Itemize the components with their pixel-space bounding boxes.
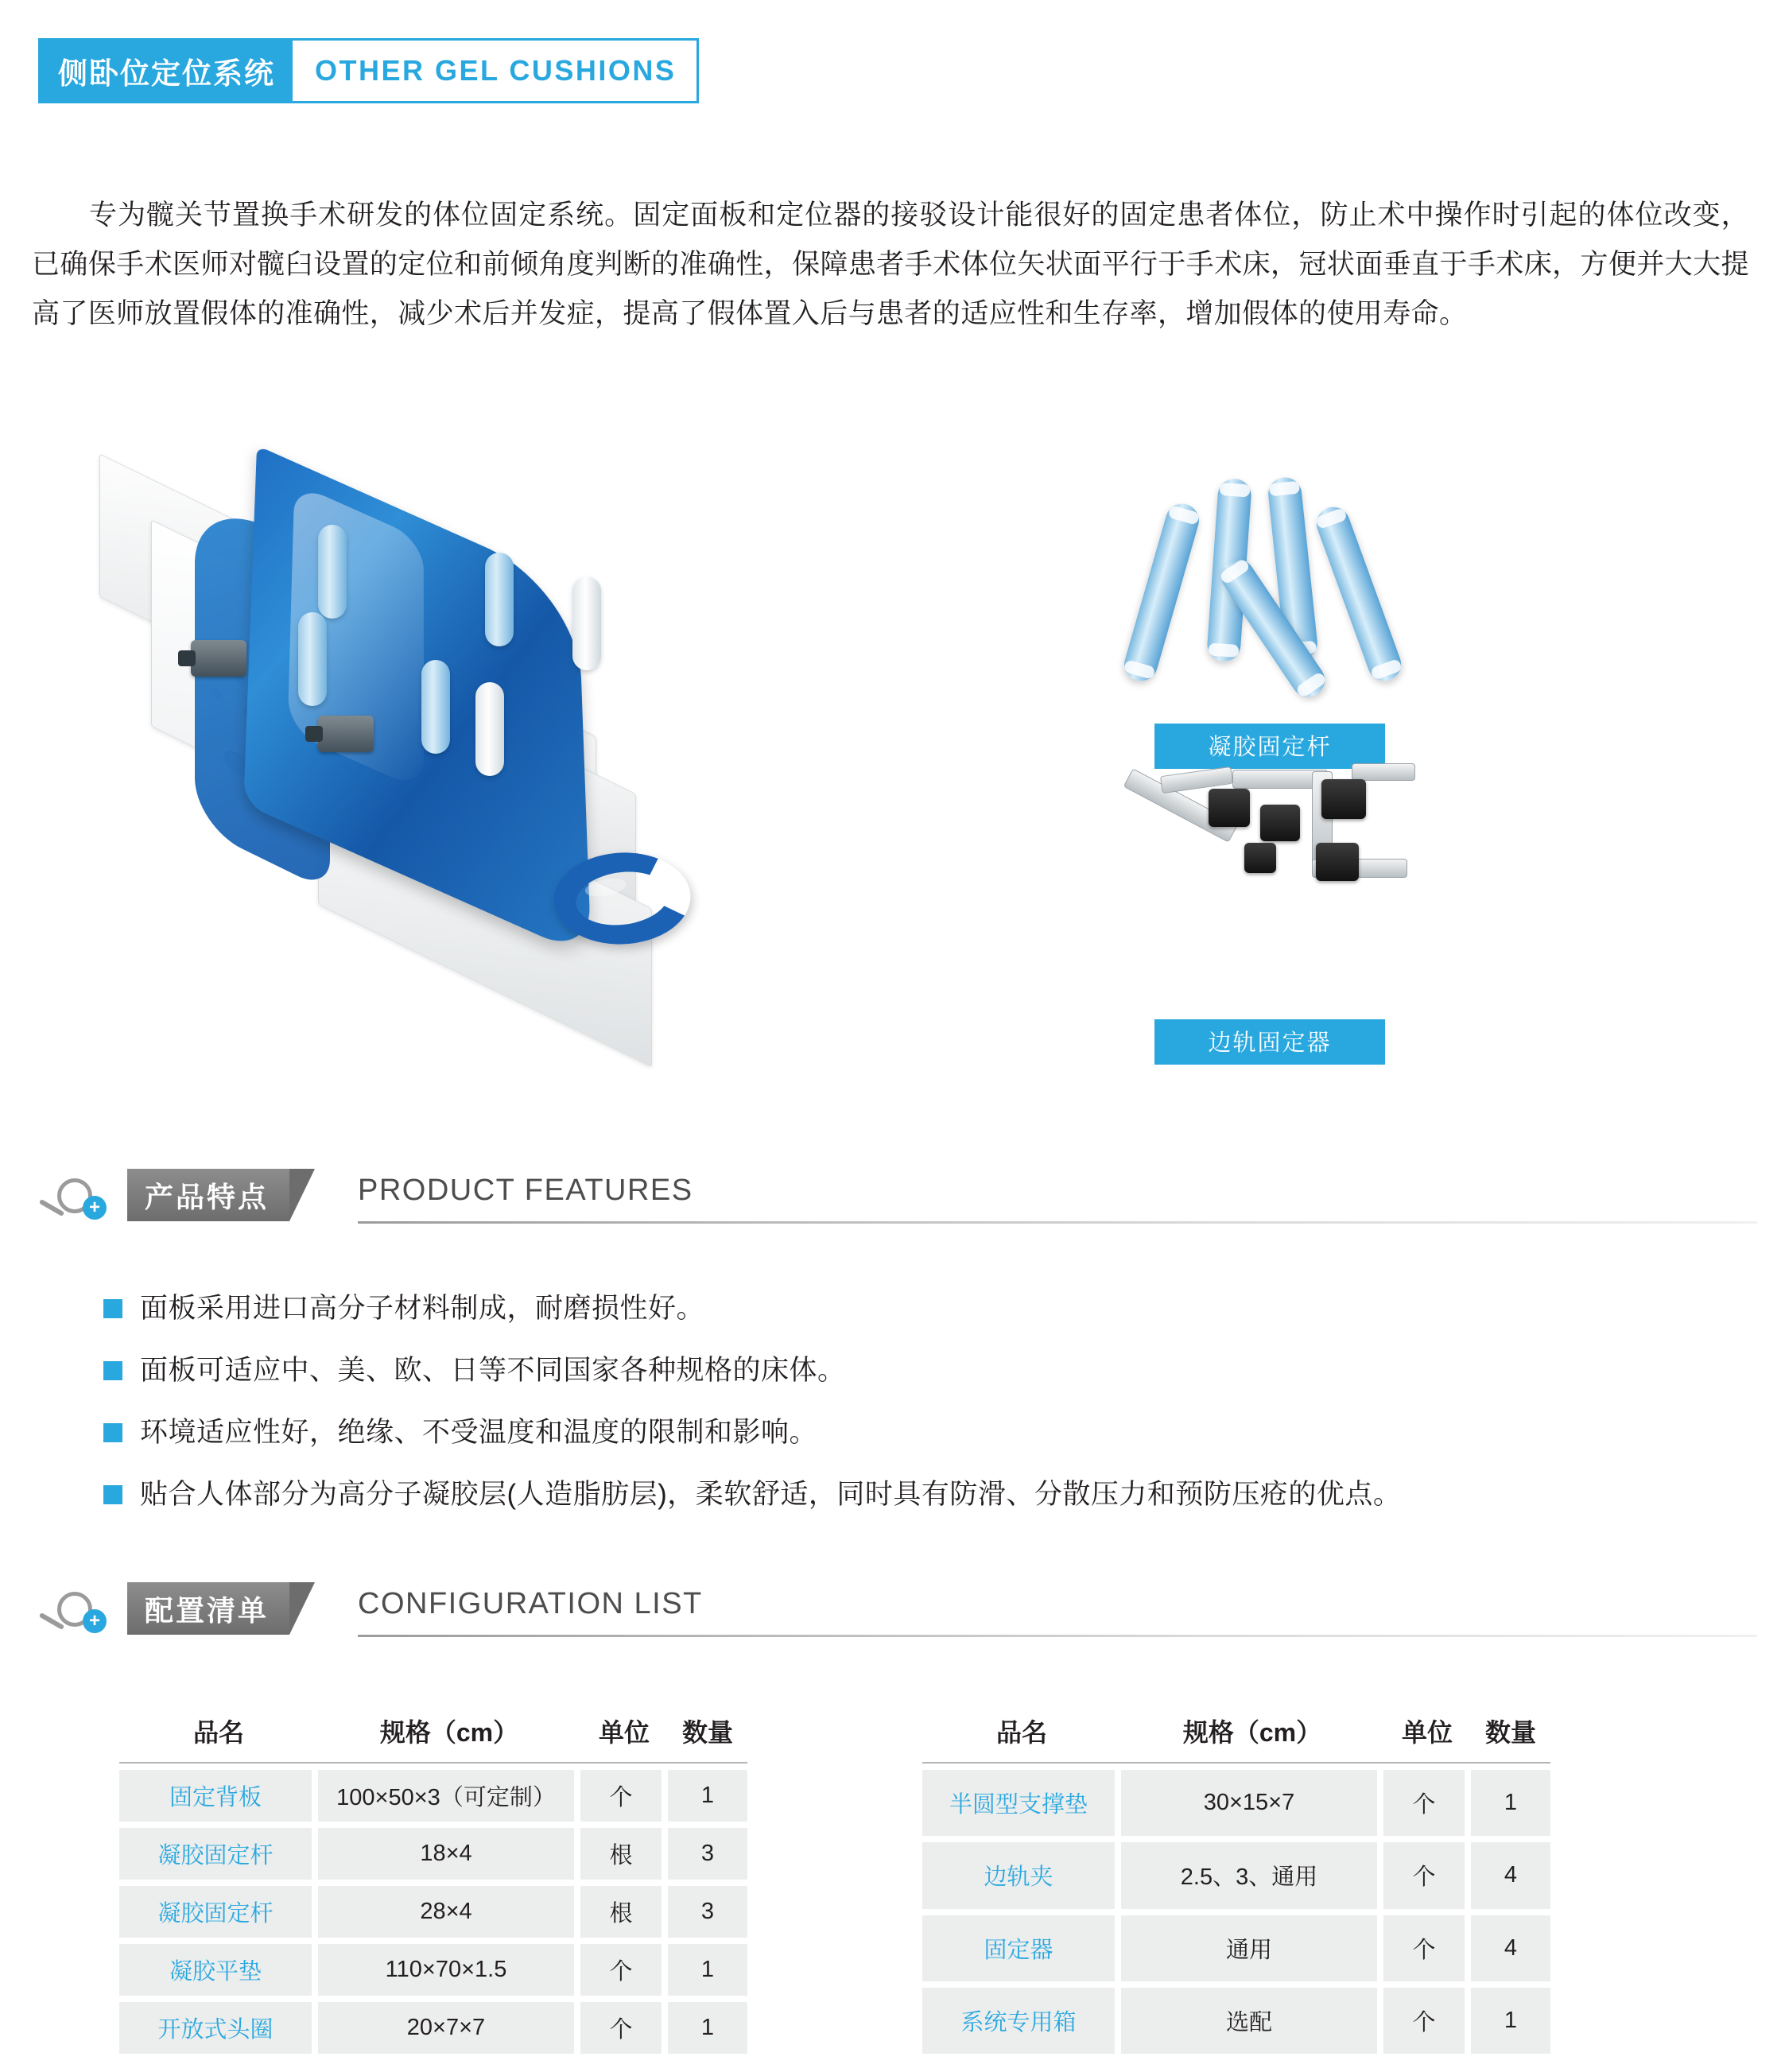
col-header-name: 品名 bbox=[119, 1708, 318, 1764]
cell-spec: 选配 bbox=[1121, 1988, 1383, 2054]
bullet-square-icon bbox=[103, 1485, 122, 1504]
header-title-en: OTHER GEL CUSHIONS bbox=[315, 54, 677, 87]
gel-rod-1 bbox=[1120, 500, 1203, 685]
table-row bbox=[922, 1988, 1550, 2054]
rail-clamp-left bbox=[191, 640, 246, 677]
header-title-cn: 侧卧位定位系统 bbox=[41, 41, 293, 101]
cell-unit: 个 bbox=[1383, 1915, 1471, 1981]
gel-post-2 bbox=[485, 553, 514, 646]
cell-spec: 通用 bbox=[1121, 1915, 1383, 1981]
gel-post-6 bbox=[475, 682, 504, 776]
feature-text: 面板可适应中、美、欧、日等不同国家各种规格的床体。 bbox=[140, 1355, 846, 1386]
rail-clamps-photo bbox=[1113, 747, 1431, 954]
col-header-spec: 规格（cm） bbox=[318, 1708, 580, 1764]
config-table-right bbox=[922, 1701, 1550, 2060]
col-header-qty: 数量 bbox=[1471, 1708, 1550, 1764]
clamp-knob-5 bbox=[1244, 843, 1276, 873]
col-header-qty: 数量 bbox=[668, 1708, 747, 1764]
section-tag-features-cn: 产品特点 bbox=[127, 1169, 289, 1221]
feature-text: 环境适应性好，绝缘、不受温度和温度的限制和影响。 bbox=[140, 1417, 818, 1448]
col-header-unit: 单位 bbox=[1383, 1708, 1471, 1764]
section-divider-features bbox=[358, 1221, 1757, 1224]
config-table-left bbox=[119, 1701, 747, 2060]
cell-name: 固定背板 bbox=[119, 1770, 318, 1822]
clamp-knob-2 bbox=[1260, 805, 1300, 841]
cell-qty: 1 bbox=[1471, 1770, 1550, 1836]
list-item bbox=[103, 1474, 1709, 1515]
cell-qty: 3 bbox=[668, 1886, 747, 1938]
table-row bbox=[922, 1842, 1550, 1908]
bullet-square-icon bbox=[103, 1361, 122, 1380]
cell-name: 系统专用箱 bbox=[922, 1988, 1121, 2054]
gel-post-4 bbox=[298, 612, 327, 706]
list-item bbox=[103, 1288, 1709, 1329]
table-row bbox=[119, 1770, 747, 1822]
product-illustrations bbox=[0, 469, 1781, 1129]
cell-qty: 1 bbox=[668, 1944, 747, 1996]
section-configuration-list bbox=[32, 1582, 1749, 1643]
cell-spec: 110×70×1.5 bbox=[318, 1944, 580, 1996]
feature-text: 面板采用进口高分子材料制成，耐磨损性好。 bbox=[140, 1293, 705, 1324]
lateral-position-system-illustration bbox=[80, 477, 835, 1081]
cell-spec: 28×4 bbox=[318, 1886, 580, 1938]
cell-qty: 4 bbox=[1471, 1915, 1550, 1981]
cell-unit: 个 bbox=[1383, 1770, 1471, 1836]
cell-unit: 个 bbox=[580, 1770, 668, 1822]
section-product-features bbox=[32, 1169, 1749, 1229]
cell-name: 开放式头圈 bbox=[119, 2002, 318, 2054]
cell-qty: 1 bbox=[668, 2002, 747, 2054]
section-divider-config bbox=[358, 1635, 1757, 1637]
col-header-spec: 规格（cm） bbox=[1121, 1708, 1383, 1764]
gel-post-1 bbox=[318, 525, 347, 619]
cell-spec: 30×15×7 bbox=[1121, 1770, 1383, 1836]
cell-qty: 1 bbox=[668, 1770, 747, 1822]
page-header bbox=[38, 38, 699, 103]
bullet-square-icon bbox=[103, 1299, 122, 1318]
cell-unit: 根 bbox=[580, 1828, 668, 1880]
table-header-row bbox=[119, 1708, 747, 1764]
cell-unit: 个 bbox=[1383, 1988, 1471, 2054]
feature-list bbox=[103, 1288, 1709, 1536]
table-header-row bbox=[922, 1708, 1550, 1764]
section-tag-features-en: PRODUCT FEATURES bbox=[358, 1174, 693, 1207]
head-ring-shape bbox=[537, 840, 708, 957]
gel-rods-photo bbox=[1137, 469, 1407, 708]
clamp-knob-4 bbox=[1316, 843, 1359, 881]
table-row bbox=[922, 1915, 1550, 1981]
section-tag-config-en: CONFIGURATION LIST bbox=[358, 1587, 703, 1620]
feature-text: 贴合人体部分为高分子凝胶层(人造脂肪层)，柔软舒适，同时具有防滑、分散压力和预防压疮的优点。 bbox=[140, 1479, 1402, 1510]
cell-unit: 根 bbox=[580, 1886, 668, 1938]
table-row bbox=[119, 1886, 747, 1938]
cell-spec: 20×7×7 bbox=[318, 2002, 580, 2054]
col-header-name: 品名 bbox=[922, 1708, 1121, 1764]
table-row bbox=[119, 1828, 747, 1880]
gel-post-5 bbox=[421, 660, 450, 754]
table-row bbox=[922, 1770, 1550, 1836]
bracket-right-top bbox=[1352, 763, 1415, 781]
open-head-ring bbox=[557, 851, 688, 946]
rail-clamp-bottom bbox=[318, 716, 374, 752]
list-item bbox=[103, 1412, 1709, 1453]
cell-name: 半圆型支撑垫 bbox=[922, 1770, 1121, 1836]
gel-post-3 bbox=[572, 576, 601, 670]
cell-spec: 18×4 bbox=[318, 1828, 580, 1880]
cell-qty: 1 bbox=[1471, 1988, 1550, 2054]
cell-unit: 个 bbox=[1383, 1842, 1471, 1908]
cell-name: 固定器 bbox=[922, 1915, 1121, 1981]
configuration-tables bbox=[119, 1701, 1678, 2060]
cell-name: 凝胶固定杆 bbox=[119, 1828, 318, 1880]
cell-unit: 个 bbox=[580, 2002, 668, 2054]
magnifier-plus-icon: + bbox=[38, 1590, 114, 1635]
caption-rail-clamps: 边轨固定器 bbox=[1154, 1019, 1385, 1065]
cell-name: 凝胶固定杆 bbox=[119, 1886, 318, 1938]
table-row bbox=[119, 2002, 747, 2054]
cell-qty: 3 bbox=[668, 1828, 747, 1880]
intro-paragraph: 专为髋关节置换手术研发的体位固定系统。固定面板和定位器的接驳设计能很好的固定患者体位，防止术中操作时引起的体位改变，已确保手术医师对髋臼设置的定位和前倾角度判断的准确性，保障患者手术体位矢状面平行于手术床，冠状面垂直于手术床，方便并大大提高了医师放置假体的准确性，减少术后并发症，提高了假体置入后与患者的适应性和生存率，增加假体的使用寿命。 bbox=[32, 200, 1749, 329]
cell-unit: 个 bbox=[580, 1944, 668, 1996]
clamp-knob-3 bbox=[1321, 779, 1366, 819]
cell-spec: 100×50×3（可定制） bbox=[318, 1770, 580, 1822]
gel-rod-4 bbox=[1312, 502, 1406, 685]
bullet-square-icon bbox=[103, 1423, 122, 1442]
cell-name: 边轨夹 bbox=[922, 1842, 1121, 1908]
clamp-knob-1 bbox=[1209, 789, 1250, 827]
cell-spec: 2.5、3、通用 bbox=[1121, 1842, 1383, 1908]
list-item bbox=[103, 1350, 1709, 1391]
table-row bbox=[119, 1944, 747, 1996]
magnifier-plus-icon: + bbox=[38, 1177, 114, 1221]
cell-name: 凝胶平垫 bbox=[119, 1944, 318, 1996]
caption-gel-rods: 凝胶固定杆 bbox=[1154, 724, 1385, 769]
col-header-unit: 单位 bbox=[580, 1708, 668, 1764]
cell-qty: 4 bbox=[1471, 1842, 1550, 1908]
section-tag-config-cn: 配置清单 bbox=[127, 1582, 289, 1635]
